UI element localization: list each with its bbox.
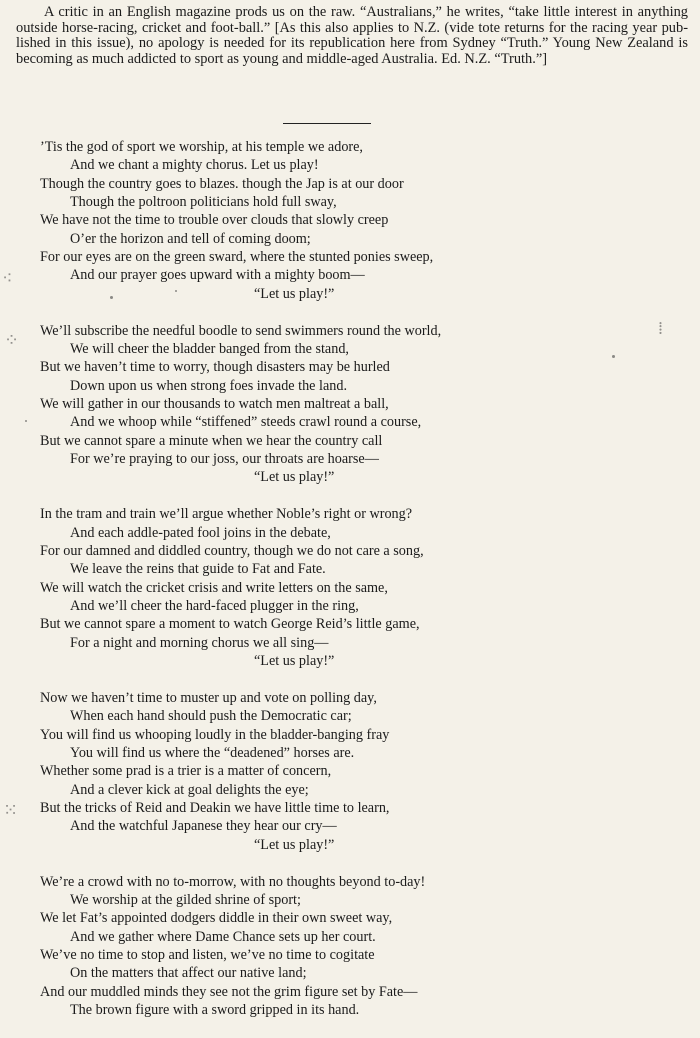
poem-line: We let Fat’s appointed dodgers diddle in their own sweet way, [40,910,393,927]
poem-line: You will find us whooping loudly in the bladder-banging fray [40,726,390,743]
poem-line: The brown figure with a sword gripped in its hand. [70,1002,360,1019]
print-speck [25,420,27,422]
intro-paragraph: A critic in an English magazine prods us on the raw. “Australians,” he writes, “take little interest in anything outside horse-racing, cricket and foot-ball.” [As this also applies to N.Z. (vide tote returns for the racing year pub-lished in this issue), no apology is needed for its republication here from Sydney “Truth.” Young New Zealand is becoming as much addicted to sport as young and middle-aged Australia. Ed. N.Z. “Truth.”] [16,4,688,67]
poem-line: But the tricks of Reid and Deakin we have little time to learn, [40,800,390,817]
poem-stanza [40,322,690,487]
poem-line: Down upon us when strong foes invade the land. [70,377,348,394]
section-divider [283,123,371,124]
poem-line: O’er the horizon and tell of coming doom; [70,230,311,247]
poem-refrain: “Let us play!” [254,653,335,670]
poem-line: In the tram and train we’ll argue whether Noble’s right or wrong? [40,506,413,523]
poem-line: We will cheer the bladder banged from the stand, [70,341,349,358]
poem-line: Though the country goes to blazes. though the Jap is at our door [40,175,404,192]
poem-line: And our prayer goes upward with a mighty boom— [70,267,365,284]
poem-stanza [40,505,690,670]
poem-line: We’re a crowd with no to-morrow, with no thoughts beyond to-day! [40,873,426,890]
poem-line: For our eyes are on the green sward, where the stunted ponies sweep, [40,249,434,266]
poem-line: And the watchful Japanese they hear our cry— [70,818,337,835]
poem-line: We’ve no time to stop and listen, we’ve no time to cogitate [40,947,375,964]
poem-line: When each hand should push the Democratic car; [70,708,352,725]
poem-line: On the matters that affect our native land; [70,965,307,982]
poem-refrain: “Let us play!” [254,469,335,486]
poem-line: Whether some prad is a trier is a matter of concern, [40,763,332,780]
print-speck [175,290,177,292]
poem-line: You will find us where the “deadened” horses are. [70,745,355,762]
poem-line: But we cannot spare a minute when we hear the country call [40,432,383,449]
poem-line: We have not the time to trouble over clouds that slowly creep [40,212,389,229]
poem [40,138,690,1038]
poem-line: But we haven’t time to worry, though disasters may be hurled [40,359,390,376]
poem-line: For we’re praying to our joss, our throats are hoarse— [70,451,379,468]
poem-line: ’Tis the god of sport we worship, at his temple we adore, [40,139,363,155]
poem-line: And each addle-pated fool joins in the debate, [70,524,331,541]
print-speck [110,296,113,299]
poem-line: Now we haven’t time to muster up and vote on polling day, [40,690,377,707]
poem-line: For our damned and diddled country, though we do not care a song, [40,543,424,560]
poem-line: And we whoop while “stiffened” steeds crawl round a course, [70,414,422,431]
poem-line: We leave the reins that guide to Fat and Fate. [70,561,326,578]
print-smudge: ⁘ [4,330,20,350]
poem-refrain: “Let us play!” [254,285,335,302]
poem-line: And our muddled minds they see not the grim figure set by Fate— [40,983,418,1000]
poem-line: And we chant a mighty chorus. Let us play! [70,157,319,174]
poem-refrain: “Let us play!” [254,836,335,853]
poem-stanza [40,689,690,854]
poem-line: We will watch the cricket crisis and write letters on the same, [40,579,388,596]
print-smudge: ⁞ [658,318,664,338]
print-smudge: ⁙ [3,800,19,820]
poem-stanza [40,873,690,1020]
print-speck [612,355,615,358]
poem-line: We will gather in our thousands to watch men maltreat a ball, [40,396,389,413]
poem-line: But we cannot spare a moment to watch George Reid’s little game, [40,616,420,633]
poem-line: And a clever kick at goal delights the eye; [70,781,309,798]
print-smudge: ⁖ [2,268,13,288]
poem-line: We’ll subscribe the needful boodle to send swimmers round the world, [40,322,442,339]
poem-line: And we gather where Dame Chance sets up her court. [70,928,376,945]
poem-line: Though the poltroon politicians hold full sway, [70,194,337,211]
editorial-introduction [16,5,688,67]
poem-line: We worship at the gilded shrine of sport; [70,892,301,909]
poem-line: For a night and morning chorus we all sing— [70,634,329,651]
poem-line: And we’ll cheer the hard-faced plugger in the ring, [70,598,359,615]
poem-stanza [40,138,690,303]
